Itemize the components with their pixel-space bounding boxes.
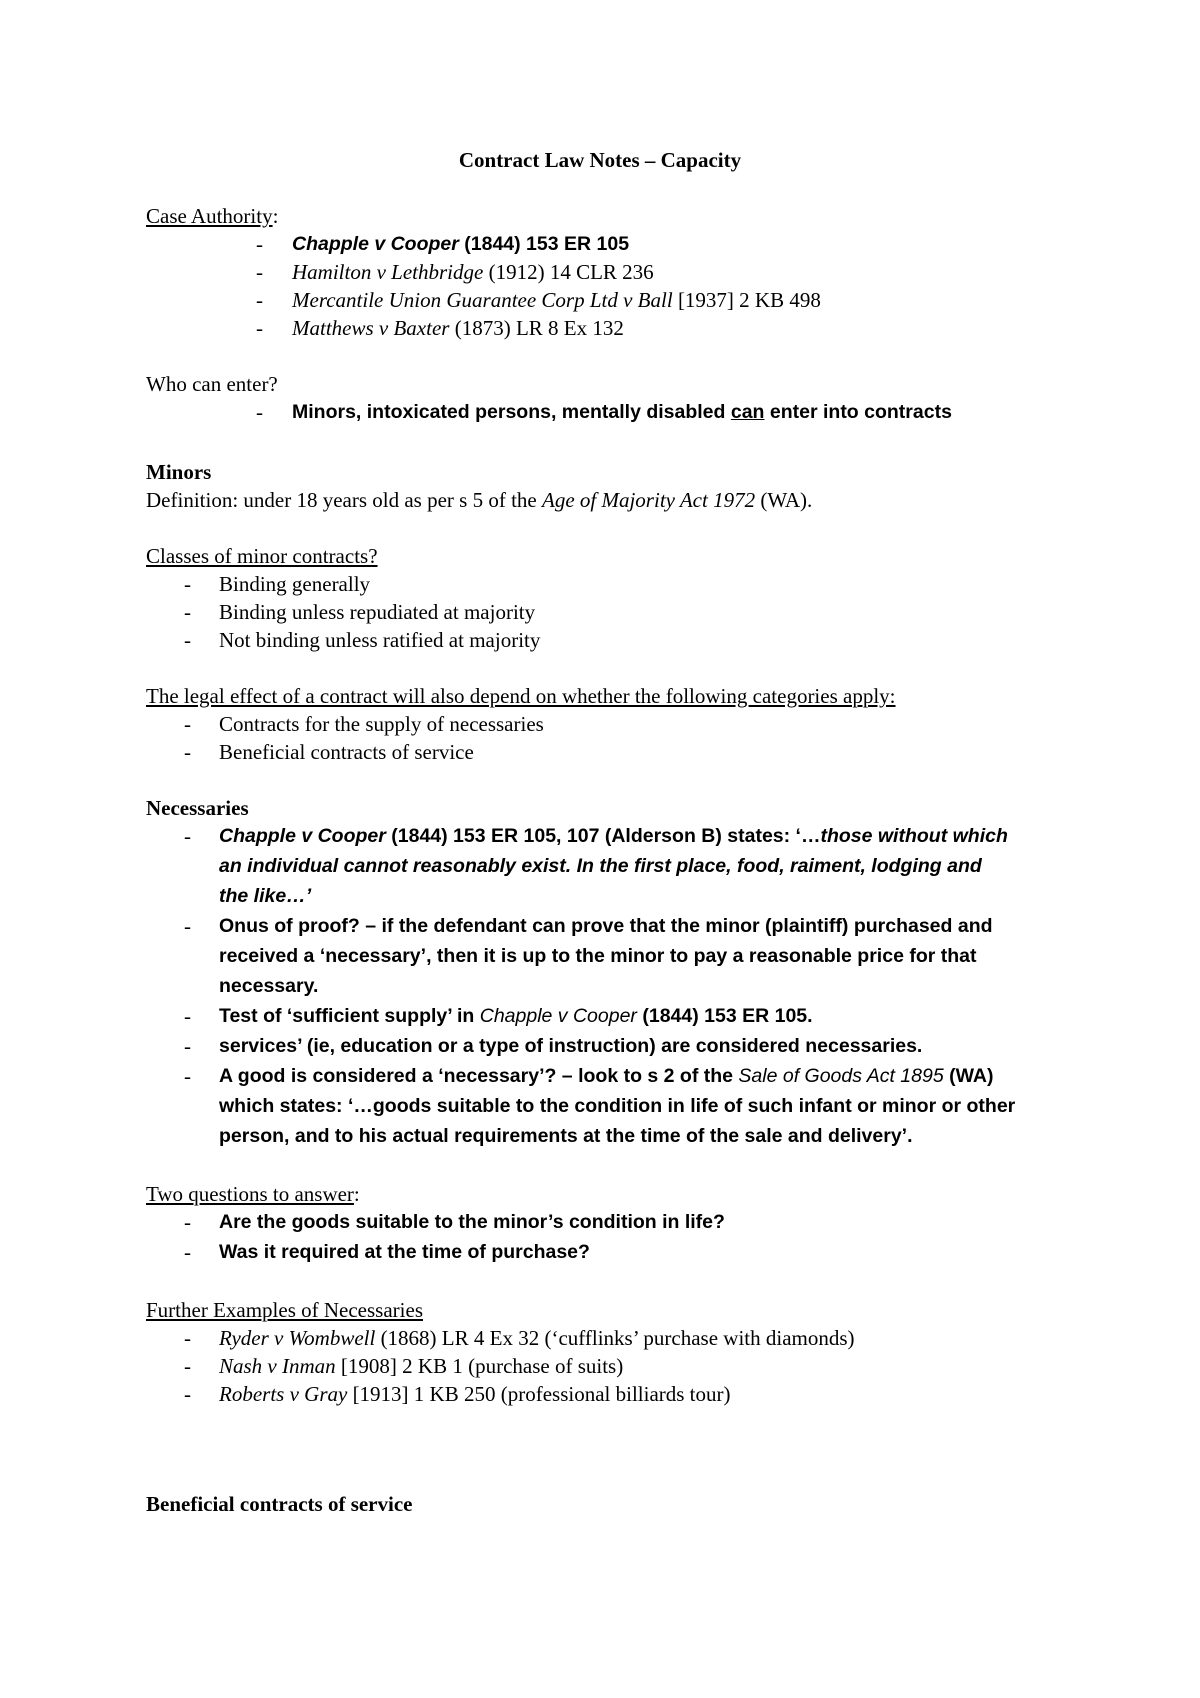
bullet-dash: - (184, 600, 191, 624)
classes-item: Binding generally (219, 572, 371, 596)
necessaries-b2-line3: necessary. (219, 975, 319, 997)
necessaries-b1-line2: an individual cannot reasonably exist. In the first place, food, raiment, lodging and (219, 855, 982, 877)
bullet-dash: - (184, 1326, 191, 1350)
who-can-enter-answer: Minors, intoxicated persons, mentally disabled can enter into contracts (292, 401, 952, 423)
bullet-dash: - (256, 288, 263, 312)
bullet-dash: - (184, 824, 191, 848)
minors-definition: Definition: under 18 years old as per s 5 of the Age of Majority Act 1972 (WA). (146, 488, 813, 512)
two-questions-heading: Two questions to answer: (146, 1182, 360, 1206)
bullet-dash: - (184, 1382, 191, 1406)
bullet-dash: - (256, 316, 263, 340)
two-questions-item: Are the goods suitable to the minor’s condition in life? (219, 1211, 725, 1233)
minors-heading: Minors (146, 460, 212, 484)
necessaries-b5-line2: which states: ‘…goods suitable to the condition in life of such infant or minor or other (219, 1095, 1016, 1117)
bullet-dash: - (184, 1034, 191, 1058)
necessaries-b4: services’ (ie, education or a type of instruction) are considered necessaries. (219, 1035, 923, 1057)
bullet-dash: - (184, 1210, 191, 1234)
case-authority-item: Matthews v Baxter (1873) LR 8 Ex 132 (292, 316, 624, 340)
who-can-enter-question: Who can enter? (146, 372, 278, 396)
legal-effect-item: Contracts for the supply of necessaries (219, 712, 544, 736)
case-authority-item: Chapple v Cooper (1844) 153 ER 105 (292, 233, 630, 255)
page-title: Contract Law Notes – Capacity (458, 148, 742, 172)
further-examples-heading: Further Examples of Necessaries (146, 1298, 423, 1322)
necessaries-b1-line1: Chapple v Cooper (1844) 153 ER 105, 107 (Alderson B) states: ‘…those without which (219, 825, 1008, 847)
bullet-dash: - (184, 1240, 191, 1264)
bullet-dash: - (184, 740, 191, 764)
bullet-dash: - (256, 400, 263, 424)
necessaries-b1-line3: the like…’ (219, 885, 312, 907)
further-examples-item: Roberts v Gray [1913] 1 KB 250 (professional billiards tour) (219, 1382, 731, 1406)
classes-heading: Classes of minor contracts? (146, 544, 378, 568)
necessaries-b5-line3: person, and to his actual requirements at the time of the sale and delivery’. (219, 1125, 913, 1147)
classes-item: Not binding unless ratified at majority (219, 628, 541, 652)
beneficial-contracts-heading: Beneficial contracts of service (146, 1492, 413, 1516)
bullet-dash: - (184, 1064, 191, 1088)
bullet-dash: - (184, 712, 191, 736)
necessaries-b2-line2: received a ‘necessary’, then it is up to the minor to pay a reasonable price for that (219, 945, 977, 967)
classes-item: Binding unless repudiated at majority (219, 600, 536, 624)
case-authority-item: Hamilton v Lethbridge (1912) 14 CLR 236 (292, 260, 654, 284)
case-authority-heading: Case Authority: (146, 204, 279, 228)
necessaries-b3: Test of ‘sufficient supply’ in Chapple v Cooper (1844) 153 ER 105. (219, 1005, 813, 1027)
legal-effect-heading: The legal effect of a contract will also depend on whether the following categories apply: (146, 684, 896, 708)
two-questions-item: Was it required at the time of purchase? (219, 1241, 590, 1263)
further-examples-item: Ryder v Wombwell (1868) LR 4 Ex 32 (‘cufflinks’ purchase with diamonds) (219, 1326, 855, 1350)
bullet-dash: - (184, 914, 191, 938)
case-authority-item: Mercantile Union Guarantee Corp Ltd v Ball [1937] 2 KB 498 (292, 288, 821, 312)
bullet-dash: - (256, 260, 263, 284)
further-examples-item: Nash v Inman [1908] 2 KB 1 (purchase of suits) (219, 1354, 624, 1378)
bullet-dash: - (184, 1004, 191, 1028)
bullet-dash: - (256, 232, 263, 256)
legal-effect-item: Beneficial contracts of service (219, 740, 474, 764)
necessaries-b2-line1: Onus of proof? – if the defendant can prove that the minor (plaintiff) purchased and (219, 915, 993, 937)
necessaries-b5-line1: A good is considered a ‘necessary’? – look to s 2 of the Sale of Goods Act 1895 (WA) (219, 1065, 994, 1087)
bullet-dash: - (184, 1354, 191, 1378)
necessaries-heading: Necessaries (146, 796, 249, 820)
bullet-dash: - (184, 628, 191, 652)
bullet-dash: - (184, 572, 191, 596)
